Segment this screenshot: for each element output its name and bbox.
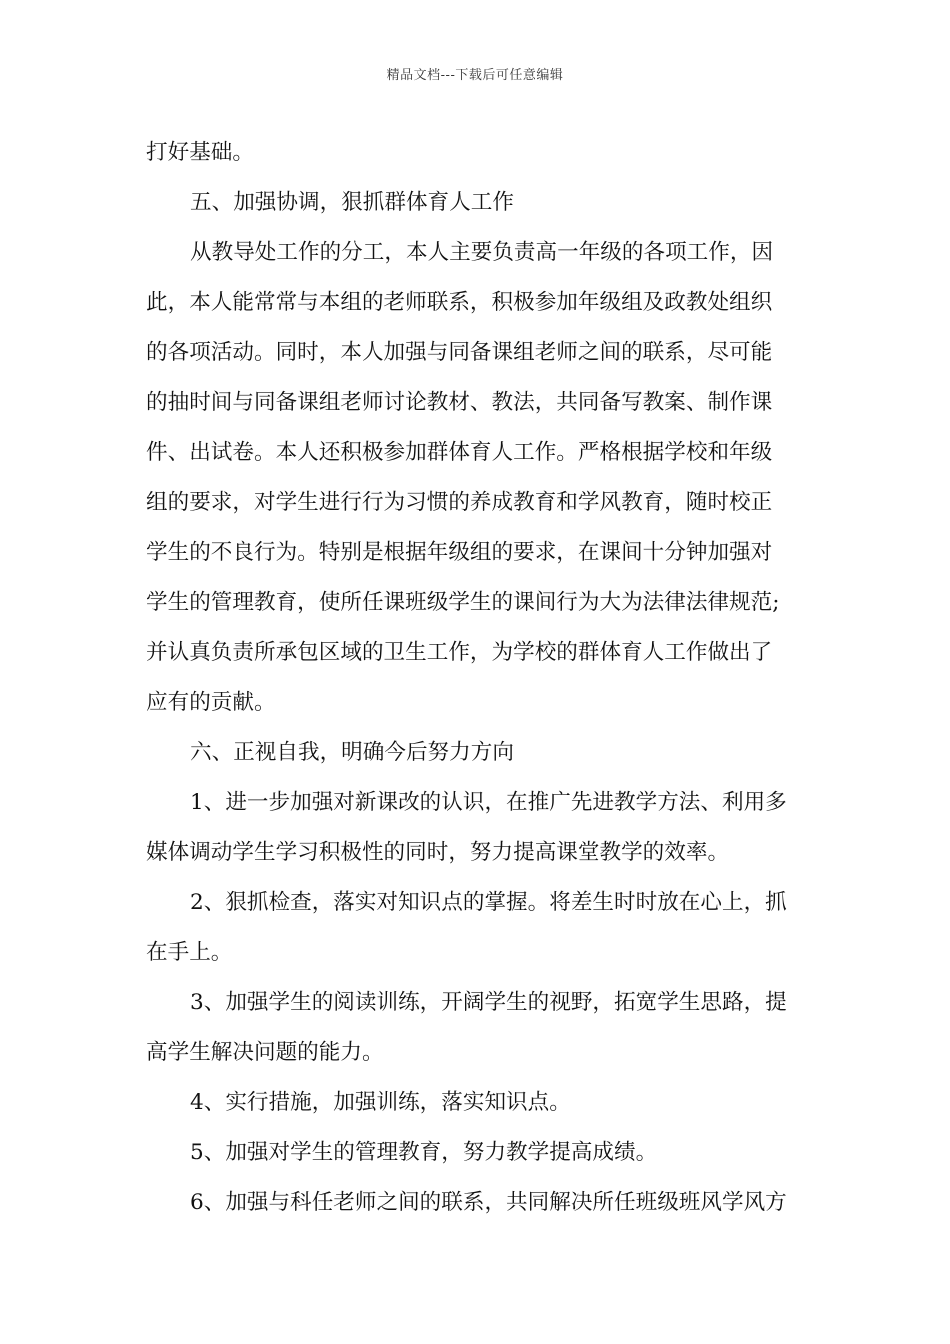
list-item-6: 6、加强与科任老师之间的联系，共同解决所任班级班风学风方: [190, 1190, 787, 1215]
text-line: 打好基础。: [146, 140, 254, 165]
text-line: 此，本人能常常与本组的老师联系，积极参加年级组及政教处组织: [146, 290, 773, 315]
list-item-5: 5、加强对学生的管理教育，努力教学提高成绩。: [190, 1140, 658, 1165]
list-item-3: 3、加强学生的阅读训练，开阔学生的视野，拓宽学生思路，提: [190, 990, 787, 1015]
page-header: 精品文档---下载后可任意编辑: [386, 68, 564, 83]
text-line: 的各项活动。同时，本人加强与同备课组老师之间的联系，尽可能: [146, 340, 773, 365]
text-line: 件、出试卷。本人还积极参加群体育人工作。严格根据学校和年级: [146, 440, 773, 465]
text-line: 高学生解决问题的能力。: [146, 1040, 384, 1065]
section-heading-5: 五、加强协调，狠抓群体育人工作: [190, 190, 514, 215]
text-line: 学生的不良行为。特别是根据年级组的要求，在课间十分钟加强对: [146, 540, 773, 565]
text-line: 从教导处工作的分工，本人主要负责高一年级的各项工作，因: [190, 240, 774, 265]
body-text: [146, 128, 810, 1228]
list-item-1: 1、进一步加强对新课改的认识，在推广先进教学方法、利用多: [190, 790, 787, 815]
text-line: 在手上。: [146, 940, 233, 965]
text-line: 组的要求，对学生进行行为习惯的养成教育和学风教育，随时校正: [146, 490, 773, 515]
list-item-2: 2、狠抓检查，落实对知识点的掌握。将差生时时放在心上，抓: [190, 890, 787, 915]
list-item-4: 4、实行措施，加强训练，落实知识点。: [190, 1090, 571, 1115]
text-line: 学生的管理教育，使所任课班级学生的课间行为大为法律法律规范;: [146, 590, 780, 615]
section-heading-6: 六、正视自我，明确今后努力方向: [190, 740, 514, 765]
text-line: 应有的贡献。: [146, 690, 276, 715]
text-line: 媒体调动学生学习积极性的同时，努力提高课堂教学的效率。: [146, 840, 730, 865]
text-line: 并认真负责所承包区域的卫生工作，为学校的群体育人工作做出了: [146, 640, 773, 665]
text-line: 的抽时间与同备课组老师讨论教材、教法，共同备写教案、制作课: [146, 390, 773, 415]
